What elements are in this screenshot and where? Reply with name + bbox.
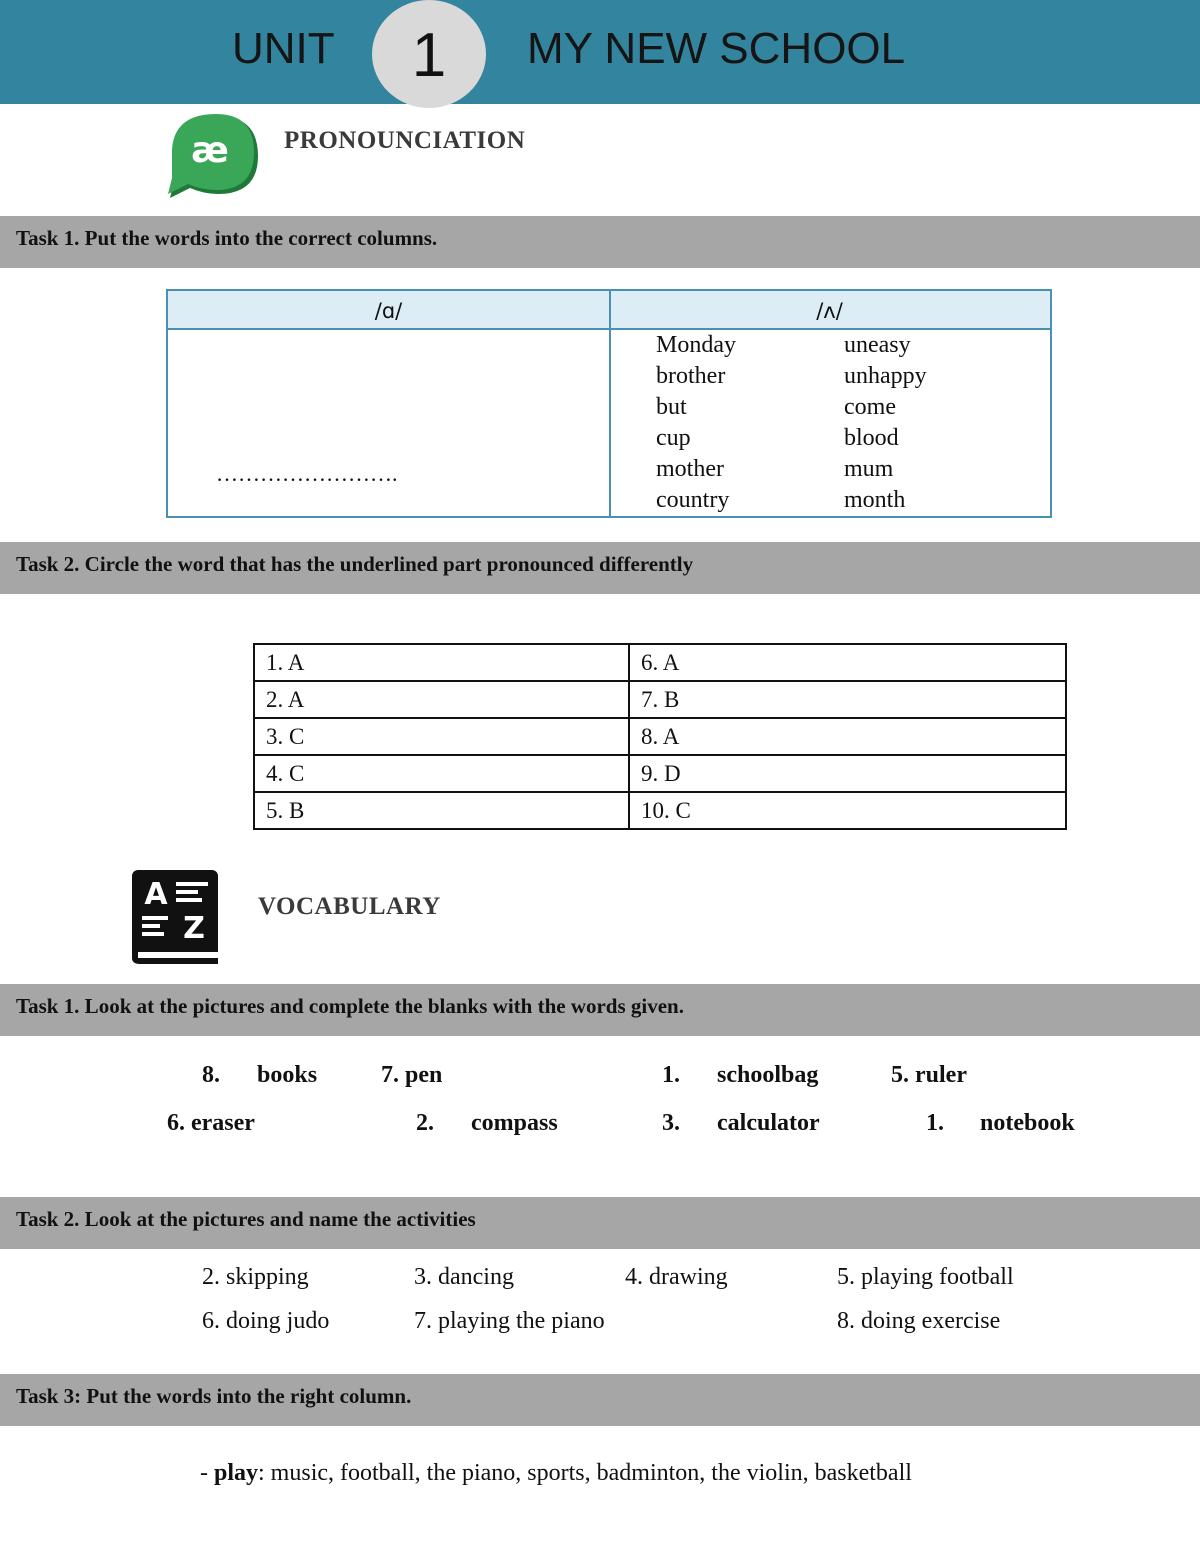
line-prefix: - [200,1460,214,1486]
unit-number: 1 [411,21,447,90]
task-label: Task 2. Look at the pictures and name the activities [16,1207,476,1231]
word-list-b [844,330,927,516]
column-header-a: /ɑ/ [374,299,403,323]
answer-blank: ……………………. [216,461,398,486]
unit-title: MY NEW SCHOOL [527,24,906,73]
verb-keyword: play [214,1460,259,1486]
vocab-number: 2. [416,1110,434,1136]
table-cell: 8. A [629,718,1066,755]
task-label: Task 2. Circle the word that has the underlined part pronounced differently [16,552,694,576]
activity-item: 6. doing judo [202,1308,330,1334]
list-item: blood [844,425,899,451]
vocab-number: 1. [926,1110,944,1136]
list-item: country [656,487,730,513]
section-title-vocabulary: VOCABULARY [258,893,441,920]
speech-bubble-icon [164,110,264,202]
table-cell: 7. B [629,681,1066,718]
letter-z: Z [183,911,205,946]
unit-label: UNIT [232,24,335,73]
column-header-schwa: /ʌ/ [816,299,843,323]
task-label: Task 1. Put the words into the correct columns. [16,226,438,250]
task-bar-vocab-2 [0,1197,1200,1249]
table-cell: 1. A [254,644,629,681]
table-cell: 2. A [254,681,629,718]
word-list-a [656,330,736,516]
vocab-word: calculator [717,1110,820,1136]
table-cell: 10. C [629,792,1066,829]
table-row [254,644,1066,681]
vocab-word: 5. ruler [891,1062,967,1088]
unit-number-badge [372,0,486,108]
table-cell: 9. D [629,755,1066,792]
list-item: brother [656,363,726,389]
vocab-word: schoolbag [717,1062,819,1088]
vocab-word: 7. pen [381,1062,443,1088]
activity-item: 4. drawing [625,1264,728,1290]
list-item: month [844,487,906,513]
vocab-number: 8. [202,1062,220,1088]
task-bar-vocab-1 [0,984,1200,1036]
dictionary-book-icon [130,868,220,968]
table-row [254,755,1066,792]
verb-collocations: : music, football, the piano, sports, badminton, the violin, basketball [258,1460,912,1486]
answer-key-table [253,643,1067,830]
task-label: Task 3: Put the words into the right column. [16,1384,412,1408]
table-row [254,792,1066,829]
list-item: mum [844,456,894,482]
activity-item: 5. playing football [837,1264,1014,1290]
task-bar-pron-2 [0,542,1200,594]
table-cell: 3. C [254,718,629,755]
column-divider [609,291,611,516]
task-label: Task 1. Look at the pictures and complete the blanks with the words given. [16,994,684,1018]
task-bar-pron-1 [0,216,1200,268]
list-item: but [656,394,687,420]
table-cell: 6. A [629,644,1066,681]
list-item: Monday [656,332,736,358]
list-item: mother [656,456,724,482]
vocab-word: 6. eraser [167,1110,255,1136]
vocab-number: 1. [662,1062,680,1088]
vocab-word: compass [471,1110,558,1136]
list-item: come [844,394,896,420]
list-item: cup [656,425,691,451]
activity-item: 7. playing the piano [414,1308,605,1334]
vocab-number: 3. [662,1110,680,1136]
activity-item: 2. skipping [202,1264,309,1290]
ae-glyph: æ [191,130,229,171]
table-row [254,718,1066,755]
list-item: unhappy [844,363,927,389]
list-item: uneasy [844,332,911,358]
letter-a: A [144,877,168,912]
section-title-pronunciation: PRONOUNCIATION [284,127,526,154]
vocab-word: notebook [980,1110,1075,1136]
activity-item: 8. doing exercise [837,1308,1001,1334]
activity-item: 3. dancing [414,1264,514,1290]
task-bar-vocab-3 [0,1374,1200,1426]
play-word-line [200,1460,912,1487]
vocab-word: books [257,1062,318,1088]
sound-columns-table [166,289,1052,518]
table-cell: 5. B [254,792,629,829]
table-row [254,681,1066,718]
table-cell: 4. C [254,755,629,792]
